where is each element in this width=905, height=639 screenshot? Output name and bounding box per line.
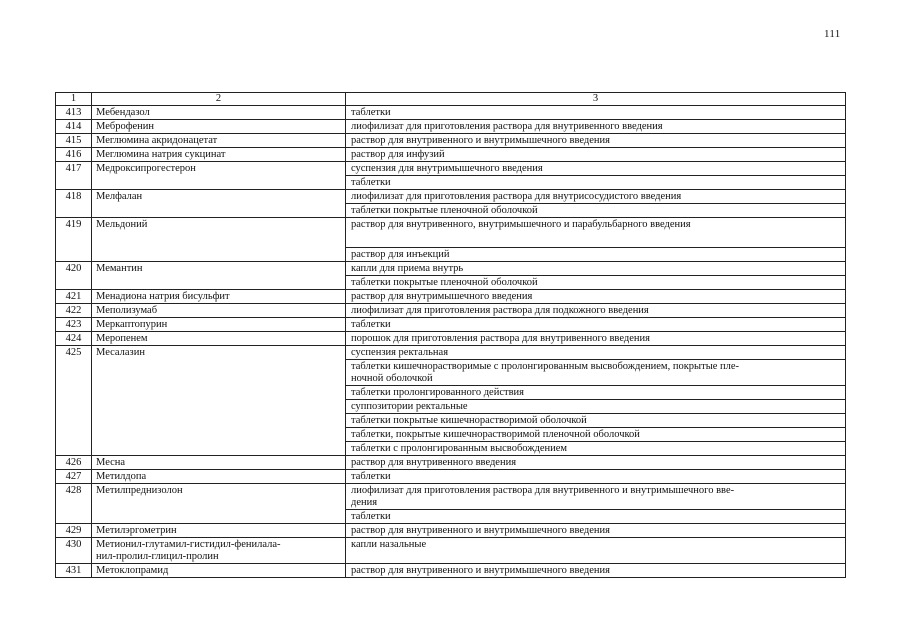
drug-name-line: нил-пролил-глицил-пролин <box>96 551 219 562</box>
dosage-form: таблетки <box>346 106 846 120</box>
drug-name-line: Метионил-глутамил-гистидил-фенилала- <box>96 539 281 550</box>
row-number: 416 <box>56 148 92 162</box>
row-number: 421 <box>56 290 92 304</box>
row-number: 415 <box>56 134 92 148</box>
dosage-form: раствор для инфузий <box>346 148 846 162</box>
drug-name: Месна <box>92 456 346 470</box>
dosage-form <box>346 484 846 510</box>
medication-table <box>55 92 846 578</box>
row-number: 426 <box>56 456 92 470</box>
table-row <box>56 538 846 564</box>
table-row <box>56 332 846 346</box>
drug-name: Мемантин <box>92 262 346 290</box>
table-row <box>56 190 846 204</box>
column-header-forms: 3 <box>346 93 846 106</box>
drug-name: Метилэргометрин <box>92 524 346 538</box>
row-number: 420 <box>56 262 92 290</box>
table-row <box>56 456 846 470</box>
drug-name: Мелфалан <box>92 190 346 218</box>
drug-name <box>92 538 346 564</box>
dosage-form: суппозитории ректальные <box>346 400 846 414</box>
column-header-number: 1 <box>56 93 92 106</box>
dosage-form: порошок для приготовления раствора для внутривенного введения <box>346 332 846 346</box>
dosage-form <box>346 360 846 386</box>
table-row <box>56 106 846 120</box>
dosage-form: раствор для внутривенного и внутримышечного введения <box>346 134 846 148</box>
dosage-form: таблетки покрытые пленочной оболочкой <box>346 204 846 218</box>
drug-name: Меброфенин <box>92 120 346 134</box>
dosage-form: лиофилизат для приготовления раствора для подкожного введения <box>346 304 846 318</box>
table-row <box>56 218 846 248</box>
drug-name: Меглюмина акридонацетат <box>92 134 346 148</box>
table-row <box>56 162 846 176</box>
row-number: 419 <box>56 218 92 262</box>
drug-name: Мебендазол <box>92 106 346 120</box>
row-number: 423 <box>56 318 92 332</box>
dosage-form: капли для приема внутрь <box>346 262 846 276</box>
dosage-form: раствор для внутривенного и внутримышечного введения <box>346 524 846 538</box>
drug-name: Медроксипрогестерон <box>92 162 346 190</box>
table-row <box>56 304 846 318</box>
drug-name: Меропенем <box>92 332 346 346</box>
dosage-form: таблетки с пролонгированным высвобождением <box>346 442 846 456</box>
dosage-form: таблетки пролонгированного действия <box>346 386 846 400</box>
column-header-name: 2 <box>92 93 346 106</box>
dosage-form: лиофилизат для приготовления раствора для внутрисосудистого введения <box>346 190 846 204</box>
dosage-form: таблетки покрытые кишечнорастворимой оболочкой <box>346 414 846 428</box>
drug-name: Менадиона натрия бисульфит <box>92 290 346 304</box>
table-row <box>56 148 846 162</box>
table-row <box>56 290 846 304</box>
dosage-form-line: ночной оболочкой <box>351 373 433 384</box>
dosage-form: таблетки <box>346 176 846 190</box>
dosage-form: таблетки, покрытые кишечнорастворимой пленочной оболочкой <box>346 428 846 442</box>
dosage-form: таблетки <box>346 470 846 484</box>
row-number: 417 <box>56 162 92 190</box>
dosage-form: лиофилизат для приготовления раствора для внутривенного введения <box>346 120 846 134</box>
dosage-form-line: дения <box>351 497 378 508</box>
table-row <box>56 346 846 360</box>
drug-name: Меполизумаб <box>92 304 346 318</box>
row-number: 431 <box>56 564 92 578</box>
table-row <box>56 470 846 484</box>
dosage-form: таблетки <box>346 510 846 524</box>
row-number: 424 <box>56 332 92 346</box>
drug-name: Метоклопрамид <box>92 564 346 578</box>
row-number: 428 <box>56 484 92 524</box>
dosage-form: раствор для внутримышечного введения <box>346 290 846 304</box>
table-row <box>56 134 846 148</box>
table-row <box>56 262 846 276</box>
dosage-form: таблетки покрытые пленочной оболочкой <box>346 276 846 290</box>
row-number: 413 <box>56 106 92 120</box>
row-number: 418 <box>56 190 92 218</box>
drug-name: Мельдоний <box>92 218 346 262</box>
dosage-form: раствор для инъекций <box>346 248 846 262</box>
dosage-form: суспензия для внутримышечного введения <box>346 162 846 176</box>
row-number: 429 <box>56 524 92 538</box>
table-row <box>56 120 846 134</box>
row-number: 427 <box>56 470 92 484</box>
row-number: 430 <box>56 538 92 564</box>
dosage-form: таблетки <box>346 318 846 332</box>
dosage-form: капли назальные <box>346 538 846 564</box>
drug-name: Метилпреднизолон <box>92 484 346 524</box>
drug-name: Месалазин <box>92 346 346 456</box>
dosage-form: раствор для внутривенного, внутримышечного и парабульбарного введения <box>346 218 846 248</box>
table-row <box>56 484 846 510</box>
drug-name: Метилдопа <box>92 470 346 484</box>
table-row <box>56 524 846 538</box>
table-header-row <box>56 93 846 106</box>
page-number: 111 <box>824 28 841 40</box>
table-row <box>56 564 846 578</box>
row-number: 425 <box>56 346 92 456</box>
dosage-form-line: таблетки кишечнорастворимые с пролонгированным высвобождением, покрытые пле- <box>351 361 740 372</box>
dosage-form: раствор для внутривенного и внутримышечного введения <box>346 564 846 578</box>
row-number: 422 <box>56 304 92 318</box>
dosage-form: раствор для внутривенного введения <box>346 456 846 470</box>
dosage-form-line: лиофилизат для приготовления раствора для внутривенного и внутримышечного вве- <box>351 485 735 496</box>
row-number: 414 <box>56 120 92 134</box>
drug-name: Меглюмина натрия сукцинат <box>92 148 346 162</box>
table-row <box>56 318 846 332</box>
drug-name: Меркаптопурин <box>92 318 346 332</box>
dosage-form: суспензия ректальная <box>346 346 846 360</box>
